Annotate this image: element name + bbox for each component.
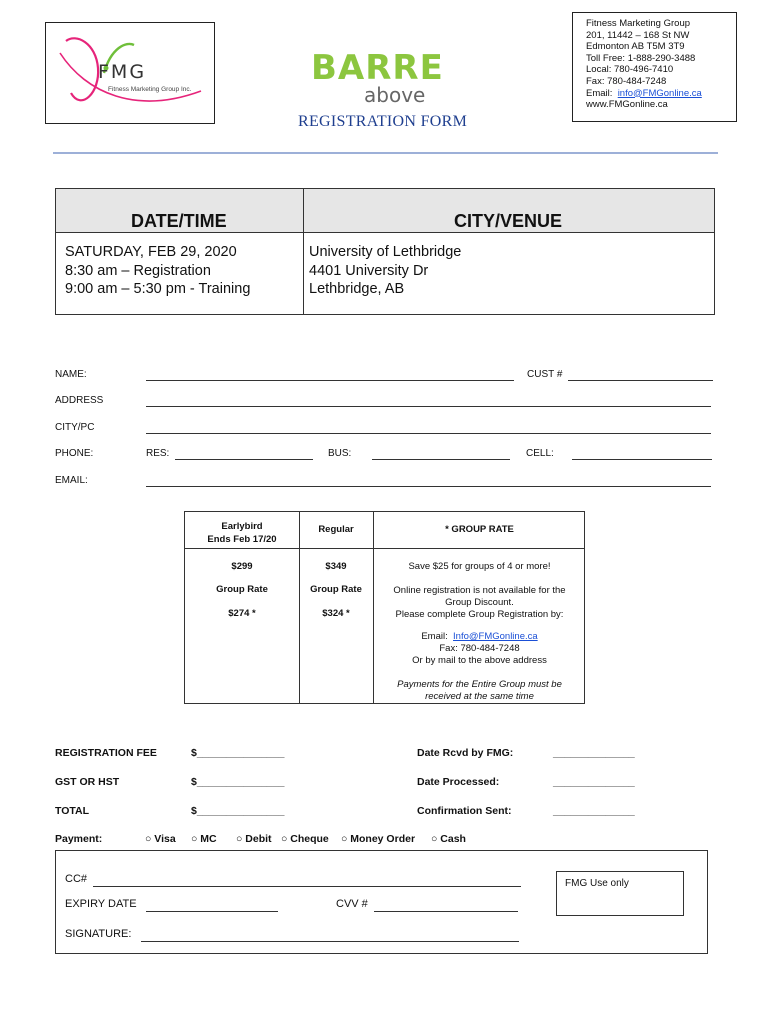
- date-received-label: Date Rcvd by FMG:: [417, 747, 514, 759]
- payment-option-label: Debit: [245, 833, 272, 845]
- phone-label: PHONE:: [55, 448, 94, 459]
- signature-field[interactable]: [141, 941, 519, 942]
- event-time-training: 9:00 am – 5:30 pm - Training: [65, 281, 251, 297]
- fmg-use-only-box: FMG Use only: [556, 871, 684, 916]
- fmg-logo-text: FMG: [98, 61, 147, 83]
- schedule-column-divider: [303, 189, 304, 314]
- phone-cell-label: CELL:: [526, 448, 554, 459]
- group-mail: Or by mail to the above address: [412, 655, 547, 666]
- payment-label: Payment:: [55, 833, 103, 845]
- contact-address-2: Edmonton AB T5M 3T9: [586, 41, 685, 53]
- gst-hst-field[interactable]: $_______________: [191, 776, 285, 788]
- city-venue-header: CITY/VENUE: [454, 211, 563, 231]
- group-email-link[interactable]: Info@FMGonline.ca: [453, 631, 538, 642]
- barre-logo-sub: above: [364, 83, 426, 107]
- contact-info-box: [572, 12, 737, 122]
- phone-cell-field[interactable]: [572, 459, 712, 460]
- earlybird-deadline: Ends Feb 17/20: [207, 534, 277, 545]
- contact-address-1: 201, 11442 – 168 St NW: [586, 29, 690, 41]
- payment-option-label: Visa: [154, 833, 176, 845]
- phone-res-field[interactable]: [175, 459, 313, 460]
- venue-street: 4401 University Dr: [309, 262, 429, 279]
- schedule-table: [55, 188, 715, 315]
- date-time-header: DATE/TIME: [131, 211, 227, 231]
- contact-local: Local: 780-496-7410: [586, 64, 674, 76]
- phone-bus-label: BUS:: [328, 448, 352, 459]
- payment-option-debit[interactable]: [236, 833, 272, 845]
- total-label: TOTAL: [55, 805, 90, 817]
- address-label: ADDRESS: [55, 395, 104, 406]
- radio-icon[interactable]: ○: [281, 833, 288, 845]
- cc-number-field[interactable]: [93, 886, 521, 887]
- date-time-cell: [65, 243, 250, 299]
- group-payment-note-2: received at the same time: [425, 691, 534, 702]
- contact-web[interactable]: www.FMGonline.ca: [586, 99, 668, 111]
- expiry-label: EXPIRY DATE: [65, 898, 137, 910]
- date-processed-label: Date Processed:: [417, 776, 500, 788]
- name-label: NAME:: [55, 369, 87, 380]
- header-divider: [53, 152, 718, 154]
- pricing-header-divider: [185, 548, 584, 549]
- group-email-label: Email:: [421, 631, 448, 642]
- venue-name: University of Lethbridge: [309, 244, 462, 260]
- payment-option-label: Cheque: [290, 833, 329, 845]
- fmg-logo-subtext: Fitness Marketing Group Inc.: [108, 86, 192, 93]
- phone-bus-field[interactable]: [372, 459, 510, 460]
- payment-option-label: MC: [200, 833, 217, 845]
- barre-above-logo: [308, 48, 458, 108]
- gst-hst-label: GST OR HST: [55, 776, 120, 788]
- contact-email-label: Email:: [586, 87, 613, 99]
- cc-label: CC#: [65, 873, 88, 885]
- registration-fee-label: REGISTRATION FEE: [55, 747, 157, 759]
- group-note-1: Online registration is not available for the: [393, 585, 566, 596]
- earlybird-header: Earlybird: [221, 521, 263, 532]
- date-processed-field[interactable]: ______________: [553, 776, 635, 788]
- email-label: EMAIL:: [55, 475, 88, 486]
- registration-fee-field[interactable]: $_______________: [191, 747, 285, 759]
- group-email-row: [373, 631, 586, 642]
- name-field[interactable]: [146, 380, 514, 381]
- phone-res-label: RES:: [146, 448, 170, 459]
- confirmation-sent-field[interactable]: ______________: [553, 805, 635, 817]
- radio-icon[interactable]: ○: [341, 833, 348, 845]
- date-received-field[interactable]: ______________: [553, 747, 635, 759]
- group-note-3: Please complete Group Registration by:: [395, 609, 564, 620]
- payment-option-visa[interactable]: [145, 833, 176, 845]
- contact-tollfree: Toll Free: 1-888-290-3488: [586, 52, 696, 64]
- regular-header: Regular: [318, 524, 354, 535]
- address-field[interactable]: [146, 406, 711, 407]
- earlybird-group-label: Group Rate: [216, 584, 268, 595]
- radio-icon[interactable]: ○: [431, 833, 438, 845]
- earlybird-price: $299: [231, 561, 253, 572]
- regular-group-label: Group Rate: [310, 584, 362, 595]
- group-rate-header: * GROUP RATE: [445, 524, 514, 535]
- payment-option-label: Cash: [440, 833, 466, 845]
- radio-icon[interactable]: ○: [236, 833, 243, 845]
- regular-price: $349: [325, 561, 347, 572]
- group-payment-note-1: Payments for the Entire Group must be: [397, 679, 562, 690]
- expiry-date-field[interactable]: [146, 911, 278, 912]
- cvv-label: CVV #: [336, 898, 368, 910]
- venue-city: Lethbridge, AB: [309, 281, 405, 297]
- city-postal-field[interactable]: [146, 433, 711, 434]
- fmg-logo: [45, 22, 215, 124]
- payment-option-money-order[interactable]: [341, 833, 415, 845]
- cust-number-field[interactable]: [568, 380, 713, 381]
- contact-email-link[interactable]: info@FMGonline.ca: [617, 87, 702, 99]
- venue-cell: [309, 243, 461, 299]
- event-date: SATURDAY, FEB 29, 2020: [65, 244, 237, 260]
- group-fax: Fax: 780-484-7248: [439, 643, 520, 654]
- total-field[interactable]: $_______________: [191, 805, 285, 817]
- event-time-registration: 8:30 am – Registration: [65, 262, 211, 279]
- earlybird-group-price: $274 *: [228, 608, 256, 619]
- group-note-2: Group Discount.: [445, 597, 514, 608]
- confirmation-sent-label: Confirmation Sent:: [417, 805, 512, 817]
- page-title: REGISTRATION FORM: [298, 113, 468, 130]
- regular-group-price: $324 *: [322, 608, 350, 619]
- contact-email-row: [586, 88, 736, 100]
- cvv-field[interactable]: [374, 911, 518, 912]
- contact-fax: Fax: 780-484-7248: [586, 75, 667, 87]
- group-save-note: Save $25 for groups of 4 or more!: [408, 561, 551, 572]
- credit-card-box: [55, 850, 708, 954]
- city-label: CITY/PC: [55, 422, 95, 433]
- radio-icon[interactable]: ○: [145, 833, 152, 845]
- pricing-table: [184, 511, 585, 704]
- email-field[interactable]: [146, 486, 711, 487]
- payment-option-mc[interactable]: [191, 833, 217, 845]
- cust-label: CUST #: [527, 369, 563, 380]
- payment-option-cheque[interactable]: [281, 833, 329, 845]
- payment-option-label: Money Order: [350, 833, 416, 845]
- signature-label: SIGNATURE:: [65, 928, 132, 940]
- payment-option-cash[interactable]: [431, 833, 466, 845]
- contact-company: Fitness Marketing Group: [586, 18, 691, 29]
- barre-logo-word: BARRE: [311, 48, 444, 88]
- radio-icon[interactable]: ○: [191, 833, 198, 845]
